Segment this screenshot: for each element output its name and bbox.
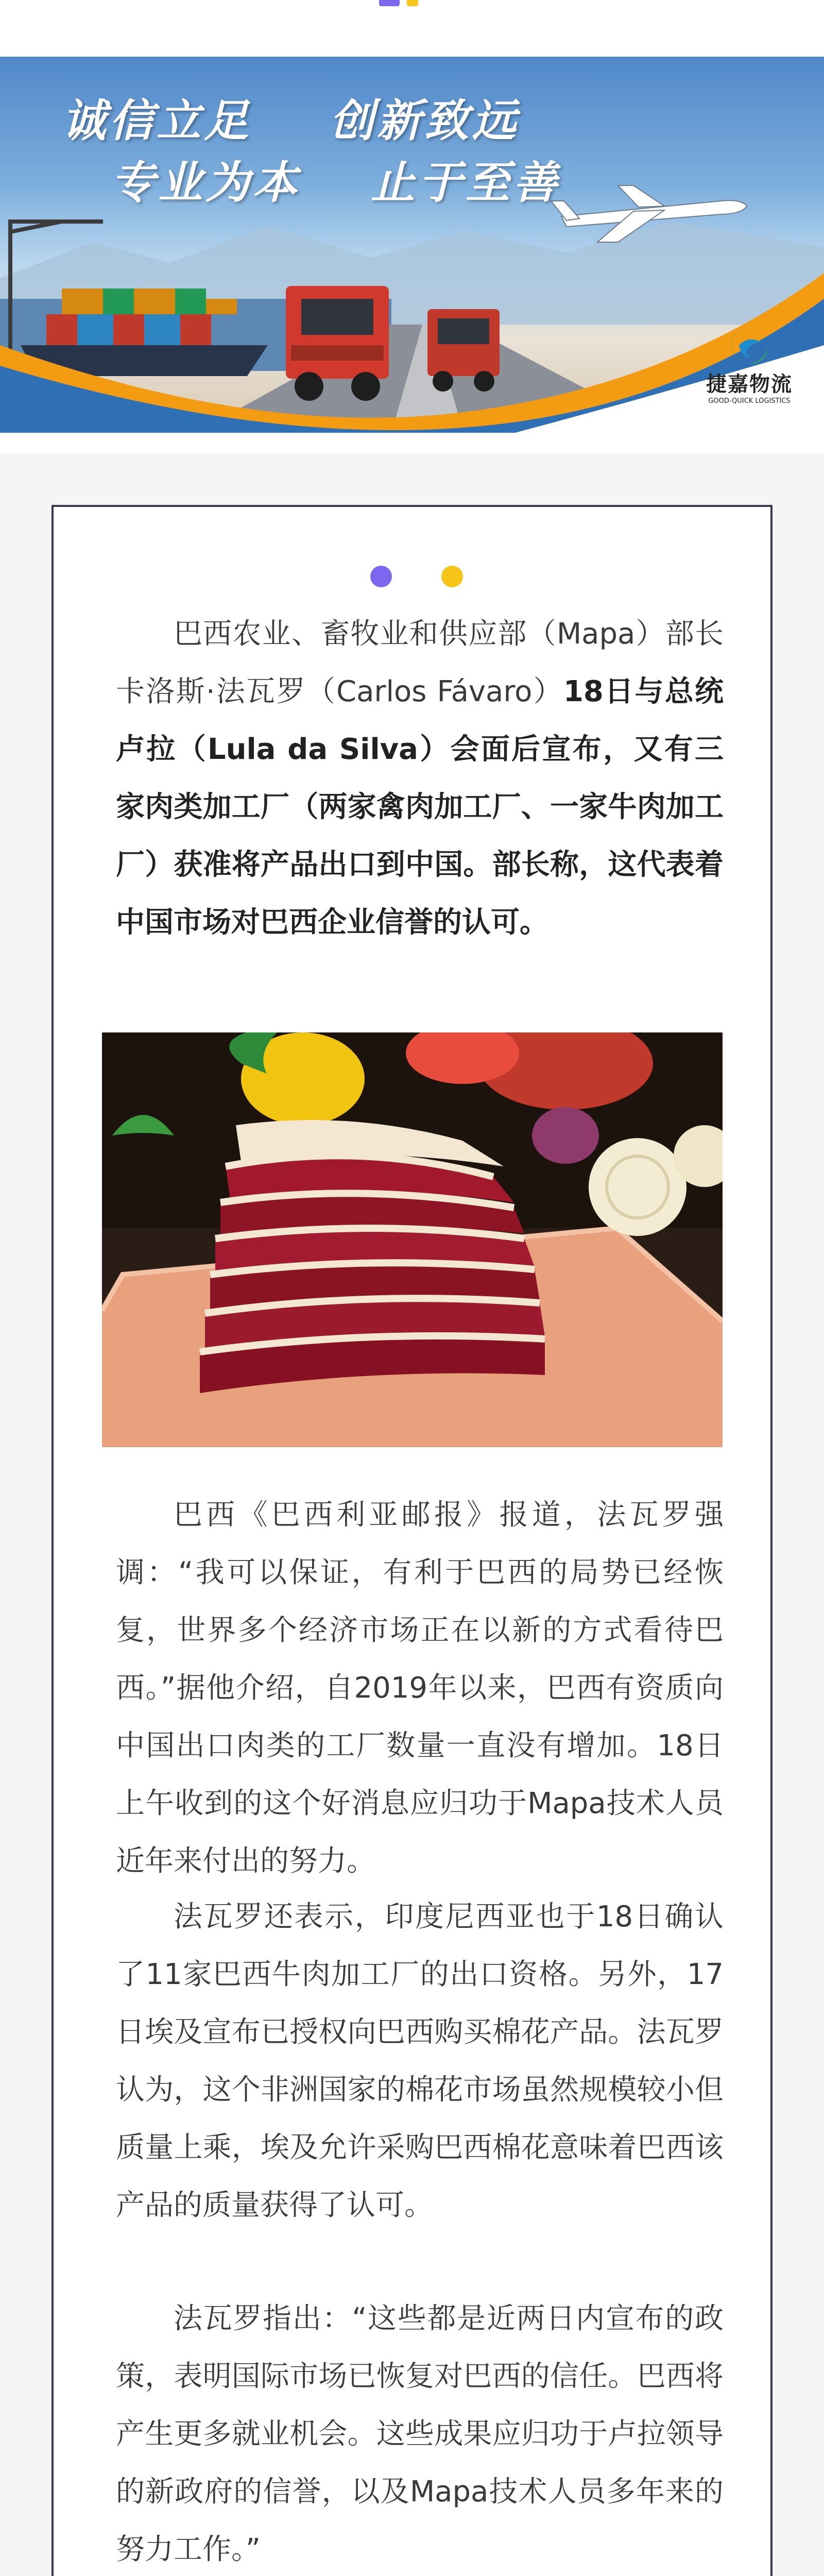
paragraph-1-lead: 巴西农业、畜牧业和供应部（Mapa）部长卡洛斯·法瓦罗（Carlos Fávaro） <box>116 617 724 708</box>
paragraph-2: 巴西《巴西利亚邮报》报道，法瓦罗强调：“我可以保证，有利于巴西的局势已经恢复，世界多个经济市场正在以新的方式看待巴西。”据他介绍，自2019年以来，巴西有资质向中国出口肉类的工厂数量一直没有增加。18日上午收到的这个好消息应归功于Mapa技术人员近年来付出的努力。 <box>116 1498 724 1878</box>
top-accent <box>379 0 418 6</box>
article-dots <box>370 566 463 587</box>
banner-logo-cn: 捷嘉物流 <box>706 372 793 396</box>
paragraph-1-bold: 18日与总统卢拉（Lula da Silva）会面后宣布，又有三家肉类加工厂（两家禽肉加工厂、一家牛肉加工厂）获准将产品出口到中国。部长称，这代表着中国市场对巴西企业信誉的认可。 <box>116 675 724 939</box>
slogan-line2-b: 止于至善 <box>371 157 560 209</box>
yellow-dot <box>441 566 463 587</box>
beef-photo <box>102 1032 723 1447</box>
banner-logo <box>700 325 798 405</box>
header-banner <box>0 57 824 433</box>
paragraph-1 <box>116 605 724 952</box>
beef-steak-image <box>102 1032 723 1447</box>
banner-logo-en: GOOD-QUICK LOGISTICS <box>708 397 791 405</box>
logo-swirl-icon <box>724 325 775 366</box>
slogan-line1-b: 创新致远 <box>330 95 519 147</box>
accent-purple-bar <box>379 0 400 6</box>
paragraph-3: 法瓦罗还表示，印度尼西亚也于18日确认了11家巴西牛肉加工厂的出口资格。另外，17日埃及宣布已授权向巴西购买棉花产品。法瓦罗认为，这个非洲国家的棉花市场虽然规模较小但质量上乘，埃及允许采购巴西棉花意味着巴西该产品的质量获得了认可。 <box>116 1900 724 2222</box>
purple-dot <box>370 566 392 587</box>
accent-yellow-bar <box>407 0 418 6</box>
paragraph-4: 法瓦罗指出：“这些都是近两日内宣布的政策，表明国际市场已恢复对巴西的信任。巴西将产生更多就业机会。这些成果应归功于卢拉领导的新政府的信誉，以及Mapa技术人员多年来的努力工作。” <box>116 2302 724 2566</box>
slogan-line2-a: 专业为本 <box>111 157 300 209</box>
slogan-line1-a: 诚信立足 <box>62 95 251 147</box>
